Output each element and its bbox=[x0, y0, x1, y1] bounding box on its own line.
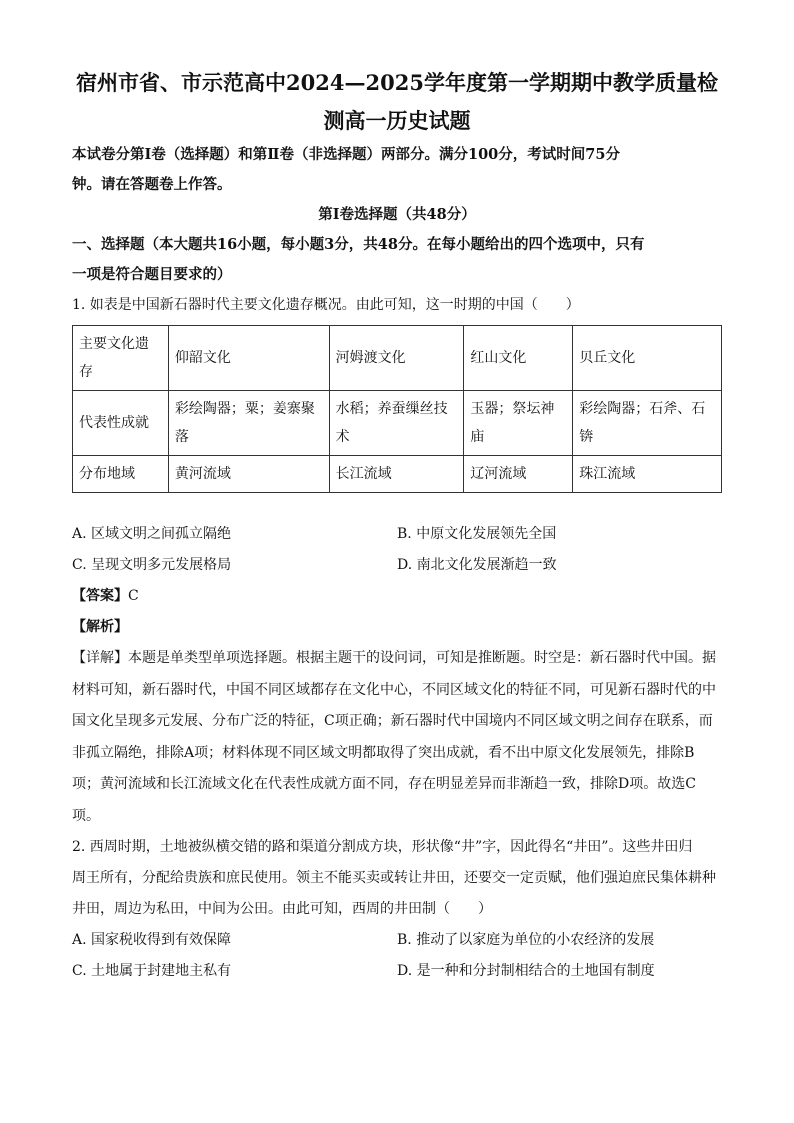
culture-table bbox=[72, 325, 722, 493]
question-1-options bbox=[72, 519, 722, 581]
table-cell: 玉器；祭坛神庙 bbox=[464, 391, 573, 456]
detail-line: 【详解】本题是单类型单项选择题。根据主题干的设问词，可知是推断题。时空是：新石器时代中国。据 bbox=[72, 650, 716, 666]
option-b: B. 推动了以家庭为单位的小农经济的发展 bbox=[397, 932, 655, 948]
table-row bbox=[73, 391, 722, 456]
table-cell: 黄河流域 bbox=[168, 456, 329, 493]
detail-line: 国文化呈现多元发展、分布广泛的特征，C项正确；新石器时代中国境内不同区域文明之间存在联系，而 bbox=[72, 713, 713, 729]
section-instruction-line2: 一项是符合题目要求的） bbox=[72, 266, 232, 283]
table-cell: 珠江流域 bbox=[573, 456, 722, 493]
question-2-options bbox=[72, 925, 722, 987]
option-a: A. 国家税收得到有效保障 bbox=[72, 932, 232, 948]
question-1-stem: 1. 如表是中国新石器时代主要文化遗存概况。由此可知，这一时期的中国（ ） bbox=[72, 297, 580, 313]
exam-title-line2: 测高一历史试题 bbox=[323, 108, 471, 133]
option-c: C. 呈现文明多元发展格局 bbox=[72, 557, 232, 573]
table-row bbox=[73, 456, 722, 493]
table-cell: 分布地域 bbox=[73, 456, 169, 493]
analysis-line bbox=[72, 612, 722, 643]
table-row bbox=[73, 326, 722, 391]
answer-value: C bbox=[128, 588, 139, 604]
table-cell: 河姆渡文化 bbox=[329, 326, 464, 391]
detail-line: 项；黄河流域和长江流域文化在代表性成就方面不同，存在明显差异而非渐趋一致，排除D项。故选C bbox=[72, 776, 696, 792]
detail-line: 非孤立隔绝，排除A项；材料体现不同区域文明都取得了突出成就，看不出中原文化发展领先，排除B bbox=[72, 744, 695, 761]
analysis-label: 【解析】 bbox=[72, 619, 128, 635]
exam-title-line1: 宿州市省、市示范高中2024—2025学年度第一学期期中教学质量检 bbox=[76, 70, 718, 95]
option-b: B. 中原文化发展领先全国 bbox=[397, 526, 557, 542]
question-2-stem-line: 井田，周边为私田，中间为公田。由此可知，西周的井田制（ ） bbox=[72, 901, 492, 917]
exam-page bbox=[72, 64, 722, 987]
section-instruction-line1: 一、选择题（本大题共16小题，每小题3分，共48分。在每小题给出的四个选项中，只有 bbox=[72, 236, 645, 253]
detail-line: 项。 bbox=[72, 807, 100, 824]
table-cell: 红山文化 bbox=[464, 326, 573, 391]
table-cell: 贝丘文化 bbox=[573, 326, 722, 391]
answer-label: 【答案】 bbox=[72, 588, 128, 604]
table-cell: 彩绘陶器；石斧、石锛 bbox=[573, 391, 722, 456]
option-c: C. 土地属于封建地主私有 bbox=[72, 963, 232, 979]
table-cell: 代表性成就 bbox=[73, 391, 169, 456]
table-cell: 辽河流域 bbox=[464, 456, 573, 493]
table-cell: 主要文化遗存 bbox=[73, 326, 169, 391]
table-cell: 水稻；养蚕缫丝技术 bbox=[329, 391, 464, 456]
answer-line bbox=[72, 581, 722, 612]
detail-line: 材料可知，新石器时代，中国不同区域都存在文化中心，不同区域文化的特征不同，可见新石器时代的中 bbox=[72, 681, 716, 698]
option-a: A. 区域文明之间孤立隔绝 bbox=[72, 526, 232, 542]
option-d: D. 是一种和分封制相结合的土地国有制度 bbox=[397, 963, 655, 979]
section-title: 第Ⅰ卷选择题（共48分） bbox=[318, 206, 476, 223]
table-cell: 彩绘陶器；粟；姜寨聚落 bbox=[168, 391, 329, 456]
table-cell: 仰韶文化 bbox=[168, 326, 329, 391]
intro-line2: 钟。请在答题卷上作答。 bbox=[72, 176, 232, 193]
question-2-stem-line: 2. 西周时期，土地被纵横交错的路和渠道分割成方块，形状像“井”字，因此得名“井田”。这些井田归 bbox=[72, 839, 693, 855]
option-d: D. 南北文化发展渐趋一致 bbox=[397, 557, 557, 573]
table-cell: 长江流域 bbox=[329, 456, 464, 493]
intro-line1: 本试卷分第Ⅰ卷（选择题）和第Ⅱ卷（非选择题）两部分。满分100分，考试时间75分 bbox=[72, 146, 620, 163]
question-2-stem-line: 周王所有，分配给贵族和庶民使用。领主不能买卖或转让井田，还要交一定贡赋，他们强迫庶民集体耕种 bbox=[72, 870, 716, 886]
